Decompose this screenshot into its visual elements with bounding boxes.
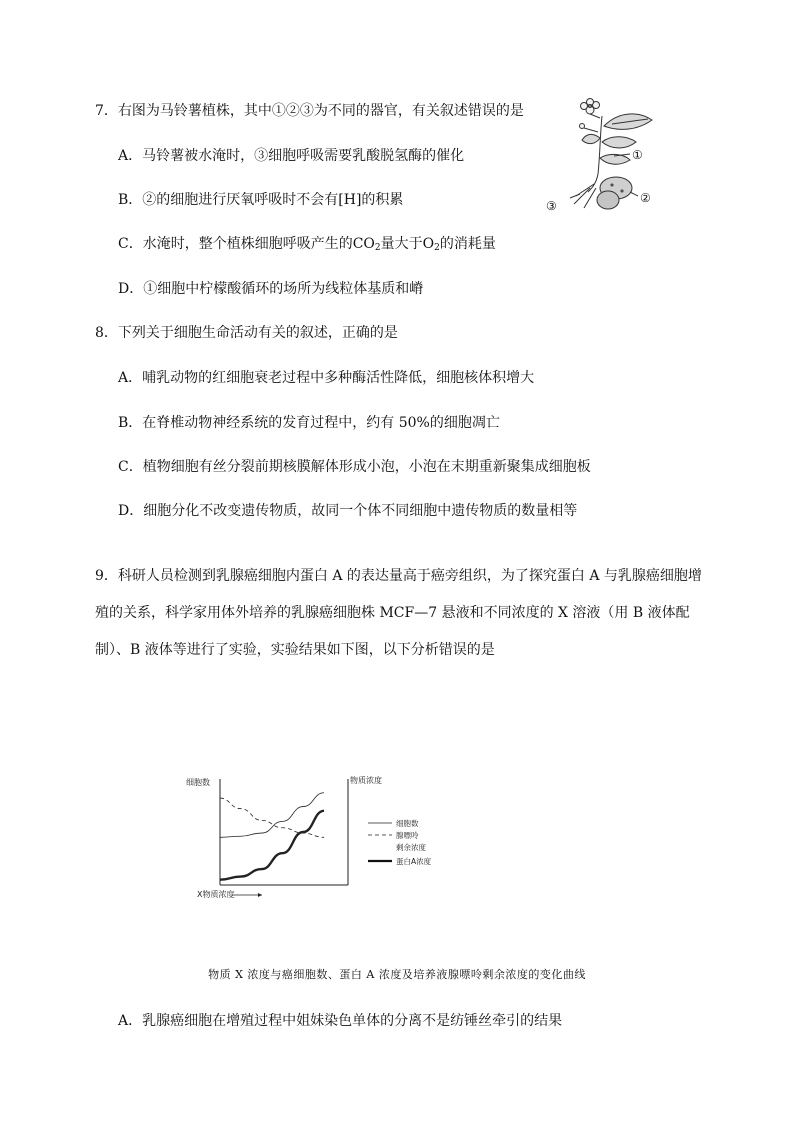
- q9-stem-line3: 制）、B 液体等进行了实验，实验结果如下图，以下分析错误的是: [95, 642, 495, 658]
- flower-icon: [580, 99, 601, 133]
- q7-option-c-sub1: 2: [374, 243, 381, 253]
- q7-option-c-part1: C．水淹时，整个植株细胞呼吸产生的CO: [118, 236, 375, 252]
- q9-stem-line1: 9．科研人员检测到乳腺癌细胞内蛋白 A 的表达量高于癌旁组织，为了探究蛋白 A 与乳腺癌细胞增: [95, 568, 702, 584]
- label-2: ②: [640, 191, 651, 205]
- q8-option-c: C．植物细胞有丝分裂前期核膜解体形成小泡，小泡在末期重新聚集成细胞板: [118, 459, 591, 475]
- ylabel-left: 细胞数: [186, 778, 210, 787]
- q7-option-c-part3: 的消耗量: [439, 236, 496, 252]
- chart-caption: 物质 X 浓度与癌细胞数、蛋白 A 浓度及培养液腺嘌呤剩余浓度的变化曲线: [208, 968, 586, 981]
- q8-option-b: B．在脊椎动物神经系统的发育过程中，约有 50%的细胞凋亡: [118, 415, 500, 431]
- legend-remaining: 剩余浓度: [396, 843, 426, 852]
- label-1: ①: [632, 148, 643, 162]
- xlabel: X物质浓度: [197, 890, 235, 899]
- q9-stem: [95, 558, 715, 669]
- line-chart: [180, 765, 470, 905]
- legend-protein: 蛋白A浓度: [396, 857, 432, 866]
- q8-option-a: A．哺乳动物的红细胞衰老过程中多种酶活性降低，细胞核体积增大: [118, 370, 535, 386]
- q8-option-d: D．细胞分化不改变遗传物质，故同一个体不同细胞中遗传物质的数量相等: [118, 503, 578, 519]
- legend-adenine: 腺嘌呤: [396, 831, 419, 840]
- legend-cells: 细胞数: [396, 819, 419, 828]
- label-3: ③: [546, 199, 557, 213]
- q7-stem: 7．右图为马铃薯植株，其中①②③为不同的器官，有关叙述错误的是: [95, 103, 524, 119]
- series-line-1: [220, 798, 324, 837]
- q7-option-c: [118, 234, 496, 254]
- series-line-2: [220, 811, 324, 880]
- ylabel-right: 物质浓度: [350, 776, 382, 785]
- q8-stem: 8．下列关于细胞生命活动有关的叙述，正确的是: [95, 325, 398, 341]
- q7-option-a: A．马铃薯被水淹时，③细胞呼吸需要乳酸脱氢酶的催化: [118, 148, 465, 164]
- q7-option-d: D．①细胞中柠檬酸循环的场所为线粒体基质和嵴: [118, 281, 424, 297]
- xlabel-arrowhead: [258, 893, 262, 897]
- q7-option-b: B．②的细胞进行厌氧呼吸时不会有[H]的积累: [118, 192, 404, 208]
- q9-stem-line2: 殖的关系，科学家用体外培养的乳腺癌细胞株 MCF—7 悬液和不同浓度的 X 溶液（用 B 液体配: [95, 605, 690, 621]
- q7-option-c-part2: 量大于O: [380, 236, 435, 252]
- potato-plant-figure: [540, 96, 680, 224]
- q7-option-c-sub2: 2: [434, 243, 440, 253]
- q9-option-a: A．乳腺癌细胞在增殖过程中姐妹染色单体的分离不是纺锤丝牵引的结果: [118, 1013, 563, 1029]
